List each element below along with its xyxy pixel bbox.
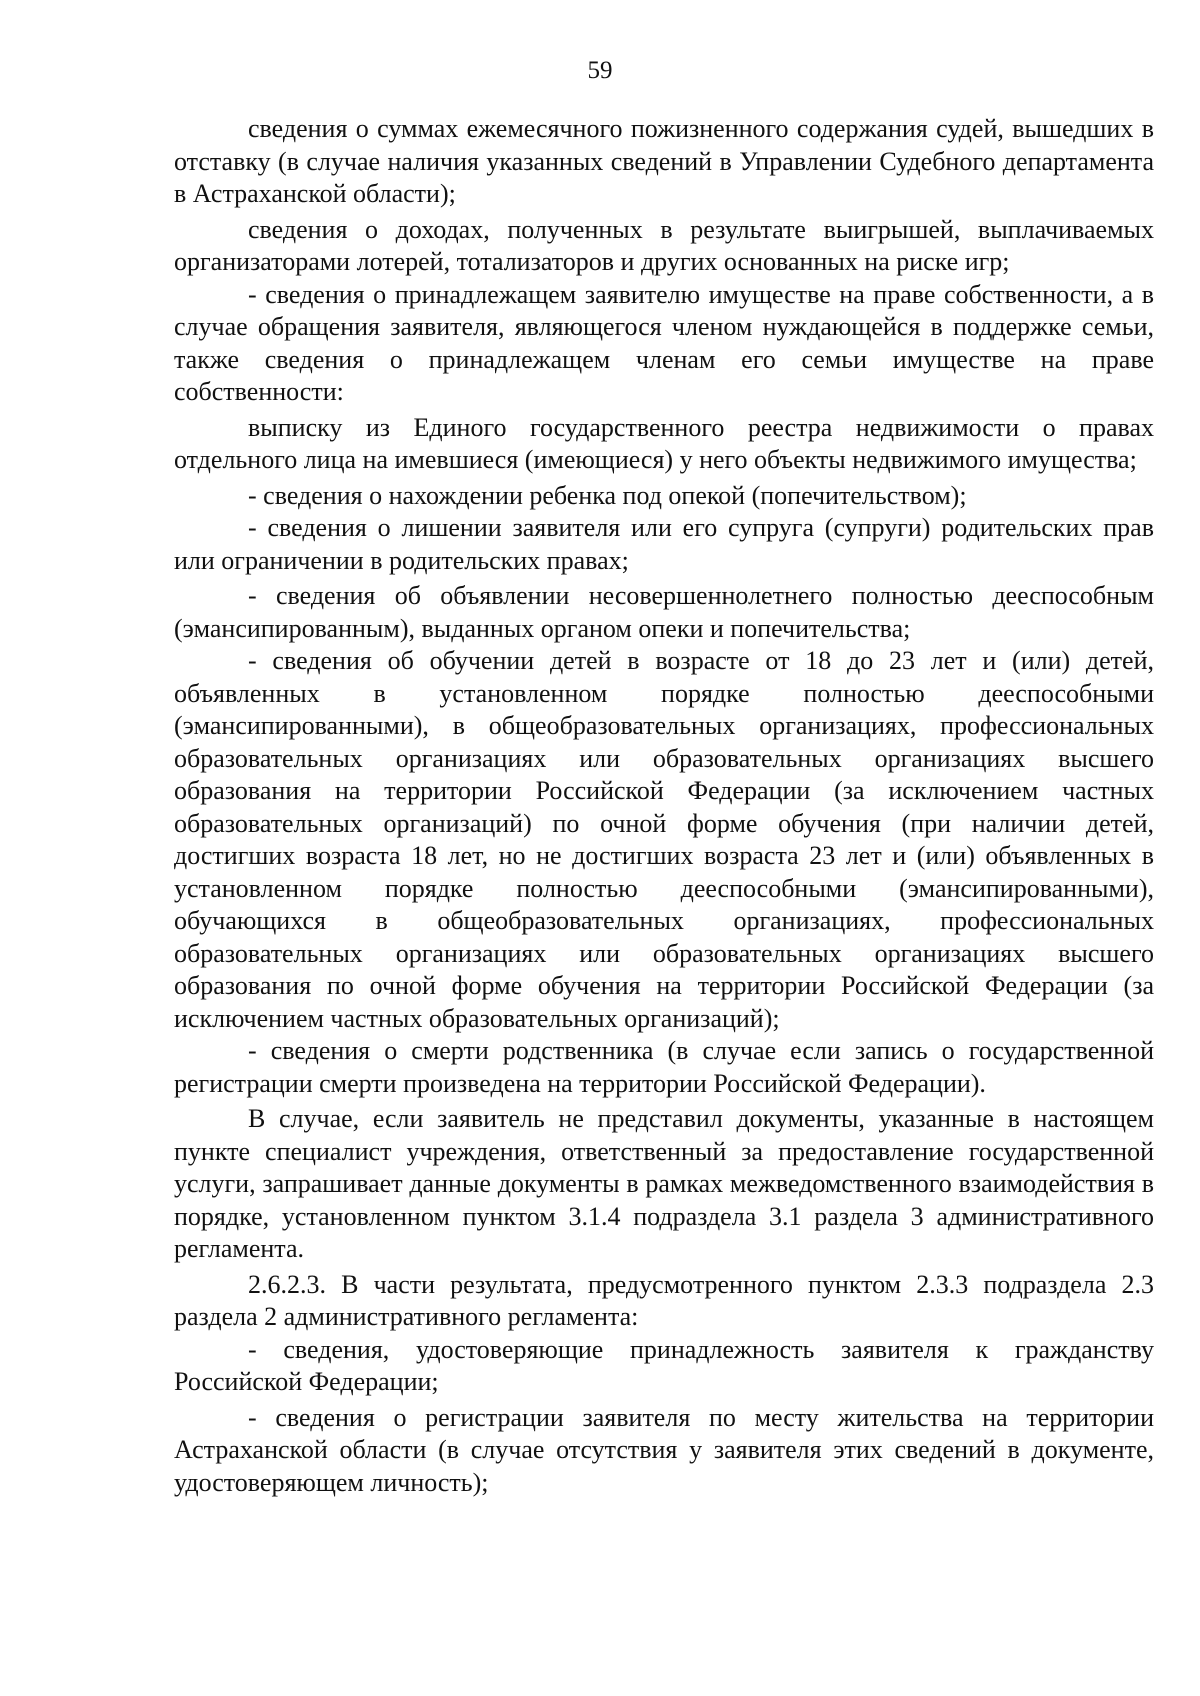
paragraph: В случае, если заявитель не представил документы, указанные в настоящем пункте специалист учреждения, ответственный за предоставление государственной услуги, запрашивает данные документы в рамках межведомственного взаимодействия в порядке, установленном пунктом 3.1.4 подраздела 3.1 раздела 3 административного регламента. [174, 1104, 1154, 1263]
paragraph: - сведения о лишении заявителя или его супруга (супруги) родительских прав или ограничении в родительских правах; [174, 513, 1154, 575]
paragraph: сведения о доходах, полученных в результате выигрышей, выплачиваемых организаторами лотерей, тотализаторов и других основанных на риске игр; [174, 214, 1154, 276]
paragraph: - сведения о регистрации заявителя по месту жительства на территории Астраханской области (в случае отсутствия у заявителя этих сведений в документе, удостоверяющем личность); [174, 1402, 1154, 1497]
paragraph: - сведения о нахождении ребенка под опекой (попечительством); [248, 480, 967, 510]
paragraph: выписку из Единого государственного реестра недвижимости о правах отдельного лица на имевшиеся (имеющиеся) у него объекты недвижимого имущества; [174, 412, 1154, 474]
paragraph: - сведения об объявлении несовершеннолетнего полностью дееспособным (эмансипированным), выданных органом опеки и попечительства; [174, 581, 1154, 643]
paragraph: - сведения о смерти родственника (в случае если запись о государственной регистрации смерти произведена на территории Российской Федерации). [174, 1036, 1154, 1098]
page-number: 59 [587, 57, 613, 84]
paragraph: - сведения об обучении детей в возрасте от 18 до 23 лет и (или) детей, объявленных в установленном порядке полностью дееспособными (эмансипированными), в общеобразовательных организациях, профессиональных образовательных организациях или образовательных организациях высшего образования на территории Российской Федерации (за исключением частных образовательных организаций) по очной форме обучения (при наличии детей, достигших возраста 18 лет, но не достигших возраста 23 лет и (или) объявленных в установленном порядке полностью дееспособными (эмансипированными), обучающихся в общеобразовательных организациях, профессиональных образовательных организациях или образовательных организациях высшего образования по очной форме обучения на территории Российской Федерации (за исключением частных образовательных организаций); [174, 646, 1154, 1033]
paragraph: - сведения, удостоверяющие принадлежность заявителя к гражданству Российской Федерации; [174, 1334, 1154, 1396]
paragraph: 2.6.2.3. В части результата, предусмотренного пунктом 2.3.3 подраздела 2.3 раздела 2 административного регламента: [174, 1269, 1154, 1331]
paragraph: - сведения о принадлежащем заявителю имуществе на праве собственности, а в случае обращения заявителя, являющегося членом нуждающейся в поддержке семьи, также сведения о принадлежащем членам его семьи имуществе на праве собственности: [174, 279, 1154, 406]
document-body [174, 113, 1154, 1499]
paragraph: сведения о суммах ежемесячного пожизненного содержания судей, вышедших в отставку (в случае наличия указанных сведений в Управлении Судебного департамента в Астраханской области); [174, 114, 1154, 208]
